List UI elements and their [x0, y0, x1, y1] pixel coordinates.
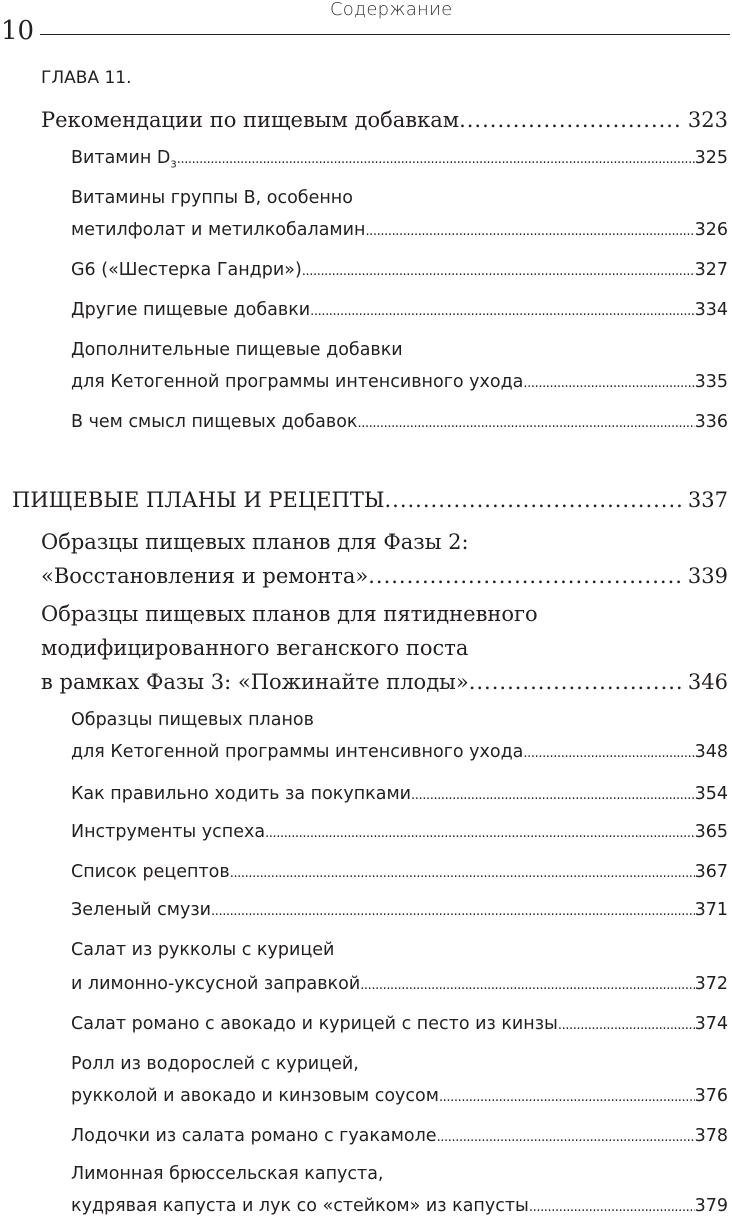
toc-entry-line — [41, 636, 468, 660]
toc-entry-page: 378 — [694, 1126, 728, 1146]
toc-entry-title: Образцы пищевых планов для Фазы 2: — [41, 530, 469, 554]
toc-entry-title: В чем смысл пищевых добавок — [71, 412, 358, 432]
toc-entry-title: для Кетогенной программы интенсивного ухода — [71, 742, 524, 762]
leader-dots — [523, 746, 694, 761]
toc-entry-line — [71, 710, 314, 730]
leader-dots — [365, 224, 694, 239]
toc-entry-title: Список рецептов — [71, 862, 230, 882]
toc-entry-line — [71, 1164, 383, 1184]
page-number: 10 — [1, 16, 35, 46]
toc-entry-line — [71, 940, 334, 960]
toc-entry-line — [41, 530, 469, 554]
toc-entry-title: Лимонная брюссельская капуста, — [71, 1164, 384, 1184]
toc-entry-title: кудрявая капуста и лук со «стейком» из капусты — [71, 1196, 529, 1216]
toc-entry[interactable] — [71, 220, 728, 240]
leader-dots — [302, 264, 695, 279]
toc-entry-line — [71, 340, 403, 360]
toc-entry-title: Образцы пищевых планов для пятидневного — [41, 602, 538, 626]
toc-entry[interactable] — [71, 862, 728, 882]
toc-entry[interactable] — [71, 1014, 728, 1034]
leader-dots — [384, 488, 681, 512]
toc-entry[interactable] — [71, 974, 728, 994]
toc-entry-title: модифицированного веганского поста — [41, 636, 469, 660]
toc-entry[interactable] — [41, 670, 728, 694]
toc-entry-title: Другие пищевые добавки — [71, 300, 311, 320]
toc-entry-title: Зеленый смузи — [71, 900, 211, 920]
toc-entry-title: Рекомендации по пищевым добавкам — [41, 108, 460, 132]
toc-entry[interactable] — [71, 1196, 728, 1216]
toc-entry-title: Салат из рукколы с курицей — [71, 940, 335, 960]
toc-entry[interactable] — [41, 564, 728, 588]
toc-entry-line — [41, 602, 538, 626]
leader-dots — [529, 1200, 695, 1215]
toc-entry-page: 334 — [694, 300, 728, 320]
toc-entry-page: 348 — [694, 742, 728, 762]
leader-dots — [459, 108, 682, 132]
toc-entry-title: Лодочки из салата романо с гуакамоле — [71, 1126, 437, 1146]
toc-entry-page: 354 — [694, 784, 728, 804]
toc-entry-title: Инструменты успеха — [71, 822, 266, 842]
toc-entry-title: Ролл из водорослей с курицей, — [71, 1054, 359, 1074]
toc-entry-page: 365 — [694, 822, 728, 842]
toc-entry-title: Витамины группы B, особенно — [71, 188, 353, 208]
leader-dots — [558, 1018, 695, 1033]
toc-entry[interactable] — [71, 822, 728, 842]
leader-dots — [360, 978, 694, 993]
chapter-label: ГЛАВА 11. — [41, 68, 132, 88]
toc-entry-title: для Кетогенной программы интенсивного ухода — [71, 372, 524, 392]
toc-entry-title: Дополнительные пищевые добавки — [71, 340, 403, 360]
toc-entry[interactable] — [71, 372, 728, 392]
leader-dots — [265, 826, 695, 841]
toc-entry-page: 336 — [694, 412, 728, 432]
toc-entry[interactable] — [71, 148, 728, 168]
toc-entry-page: 367 — [694, 862, 728, 882]
toc-entry-page: 346 — [687, 670, 728, 694]
leader-dots — [411, 788, 695, 803]
toc-entry-title: Салат романо с авокадо и курицей с песто из кинзы — [71, 1014, 558, 1034]
running-title: Содержание — [330, 0, 453, 20]
toc-entry-page: 325 — [694, 148, 728, 168]
toc-entry-chapter-11[interactable] — [41, 108, 728, 132]
toc-entry-page: 371 — [694, 900, 728, 920]
toc-entry-page: 323 — [687, 108, 728, 132]
toc-entry-title: Витамин $D_3$ — [71, 148, 177, 168]
toc-entry-title: Как правильно ходить за покупками — [71, 784, 412, 804]
toc-entry[interactable] — [71, 300, 728, 320]
leader-dots — [523, 376, 694, 391]
toc-entry-line — [71, 188, 353, 208]
leader-dots — [437, 1130, 695, 1145]
leader-dots — [368, 564, 682, 588]
leader-dots — [177, 152, 695, 167]
toc-entry-title: Образцы пищевых планов — [71, 710, 314, 730]
toc-entry-page: 339 — [687, 564, 728, 588]
toc-entry-title: в рамках Фазы 3: «Пожинайте плоды» — [41, 670, 469, 694]
toc-entry-page: 374 — [694, 1014, 728, 1034]
toc-entry[interactable] — [71, 900, 728, 920]
toc-entry-page: 327 — [694, 260, 728, 280]
toc-entry-page: 337 — [687, 488, 728, 512]
toc-entry[interactable] — [71, 260, 728, 280]
toc-entry-title: метилфолат и метилкобаламин — [71, 220, 366, 240]
toc-entry[interactable] — [71, 784, 728, 804]
leader-dots — [439, 1090, 695, 1105]
toc-entry-title: ПИЩЕВЫЕ ПЛАНЫ И РЕЦЕПТЫ — [12, 488, 385, 512]
leader-dots — [230, 866, 695, 881]
toc-entry[interactable] — [71, 742, 728, 762]
toc-entry-page: 372 — [694, 974, 728, 994]
toc-entry-title: рукколой и авокадо и кинзовым соусом — [71, 1086, 439, 1106]
toc-entry[interactable] — [71, 1126, 728, 1146]
leader-dots — [469, 670, 682, 694]
toc-entry-page: 376 — [694, 1086, 728, 1106]
toc-entry-title: «Восстановления и ремонта» — [41, 564, 369, 588]
page-header — [0, 0, 732, 48]
toc-entry-page: 335 — [694, 372, 728, 392]
toc-entry-page: 326 — [694, 220, 728, 240]
toc-entry-part[interactable] — [12, 488, 728, 512]
header-rule — [40, 34, 730, 35]
leader-dots — [310, 304, 694, 319]
subscript: 3 — [170, 159, 177, 168]
toc-entry-page: 379 — [694, 1196, 728, 1216]
toc-entry[interactable] — [71, 1086, 728, 1106]
leader-dots — [357, 416, 694, 431]
toc-entry-line — [71, 1054, 359, 1074]
toc-entry[interactable] — [71, 412, 728, 432]
leader-dots — [211, 904, 695, 919]
toc-entry-title: G6 («Шестерка Гандри») — [71, 260, 302, 280]
toc-entry-title: и лимонно-уксусной заправкой — [71, 974, 361, 994]
